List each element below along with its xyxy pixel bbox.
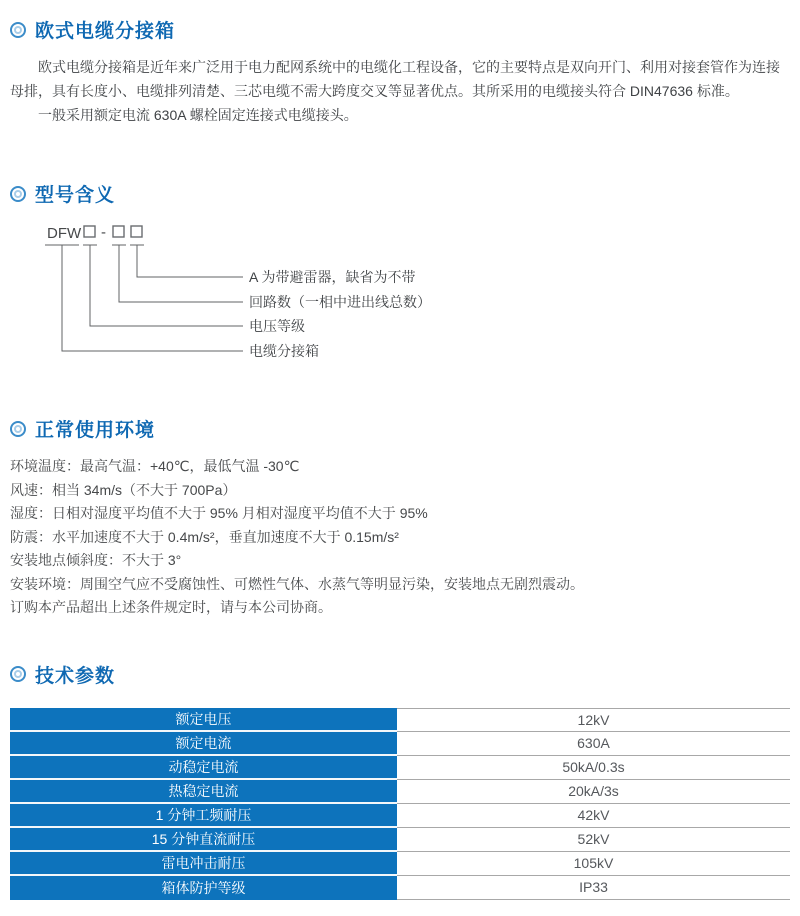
spec-param-cell: 动稳定电流 (10, 756, 397, 780)
section-heading-environment (10, 415, 790, 442)
double-circle-icon (10, 186, 26, 202)
spec-param-cell: 额定电压 (10, 708, 397, 732)
section-title-model: 型号含义 (35, 185, 116, 206)
spec-param-cell: 额定电流 (10, 732, 397, 756)
spec-param-cell: 15 分钟直流耐压 (10, 828, 397, 852)
spec-value-cell: 630A (397, 732, 790, 756)
spec-param-cell: 箱体防护等级 (10, 876, 397, 900)
spec-value-cell: 12kV (397, 708, 790, 732)
diagram-label-arrester: A 为带避雷器，缺省为不带 (249, 269, 416, 285)
spec-param-cell: 雷电冲击耐压 (10, 852, 397, 876)
environment-item-wind: 风速：相当 34m/s（不大于 700Pa） (10, 481, 237, 498)
model-code-box-1 (84, 226, 95, 237)
environment-item-ordering: 订购本产品超出上述条件规定时，请与本公司协商。 (10, 599, 332, 615)
section-heading-intro (10, 16, 790, 43)
table-row (10, 732, 790, 756)
section-heading-model (10, 180, 790, 207)
diagram-connector-arrester (137, 245, 243, 277)
table-row (10, 780, 790, 804)
model-code-prefix: DFW (47, 225, 82, 242)
spec-value-cell: 20kA/3s (397, 780, 790, 804)
spec-value-cell: 42kV (397, 804, 790, 828)
section-title-intro: 欧式电缆分接箱 (35, 21, 176, 42)
spec-value-cell: 52kV (397, 828, 790, 852)
spec-param-cell: 热稳定电流 (10, 780, 397, 804)
spec-value-cell: IP33 (397, 876, 790, 900)
diagram-label-voltage: 电压等级 (249, 318, 305, 334)
spec-value-cell: 105kV (397, 852, 790, 876)
spec-param-cell: 1 分钟工频耐压 (10, 804, 397, 828)
model-code-dash: - (101, 224, 106, 241)
double-circle-icon (10, 666, 26, 682)
section-heading-specs (10, 661, 790, 688)
table-row (10, 828, 790, 852)
page (0, 16, 800, 900)
table-row (10, 708, 790, 732)
table-row (10, 852, 790, 876)
double-circle-icon (10, 22, 26, 38)
model-code-box-3 (131, 226, 142, 237)
double-circle-icon (10, 421, 26, 437)
model-code-box-2 (113, 226, 124, 237)
model-code-diagram (36, 219, 506, 369)
environment-item-tilt: 安装地点倾斜度：不大于 3° (10, 552, 182, 568)
environment-item-humidity: 湿度：日相对湿度平均值不大于 95% 月相对湿度平均值不大于 95% (10, 505, 428, 521)
diagram-connector-voltage (90, 245, 243, 326)
environment-list (10, 455, 790, 620)
diagram-label-circuits: 回路数（一相中进出线总数） (249, 294, 431, 310)
table-row (10, 804, 790, 828)
diagram-connector-circuits (119, 245, 243, 302)
specs-table (10, 708, 790, 900)
environment-item-temperature: 环境温度：最高气温：+40℃，最低气温 -30℃ (10, 458, 300, 474)
diagram-connector-box (62, 245, 243, 351)
intro-paragraph-1: 欧式电缆分接箱是近年来广泛用于电力配网系统中的电缆化工程设备，它的主要特点是双向开门、利用对接套管作为连接母排，具有长度小、电缆排列清楚、三芯电缆不需大跨度交叉等显著优点。其所采用的电缆接头符合 DIN47636 标准。 (10, 59, 780, 99)
environment-item-vibration: 防震：水平加速度不大于 0.4m/s²，垂直加速度不大于 0.15m/s² (10, 528, 399, 545)
diagram-label-box: 电缆分接箱 (249, 343, 319, 359)
section-title-environment: 正常使用环境 (35, 420, 156, 441)
section-title-specs: 技术参数 (35, 665, 116, 687)
environment-item-surrounding: 安装环境：周围空气应不受腐蚀性、可燃性气体、水蒸气等明显污染，安装地点无剧烈震动。 (10, 575, 584, 592)
table-row (10, 756, 790, 780)
intro-paragraphs (10, 55, 790, 127)
intro-paragraph-2: 一般采用额定电流 630A 螺栓固定连接式电缆接头。 (38, 107, 358, 123)
table-row (10, 876, 790, 900)
spec-value-cell: 50kA/0.3s (397, 756, 790, 780)
